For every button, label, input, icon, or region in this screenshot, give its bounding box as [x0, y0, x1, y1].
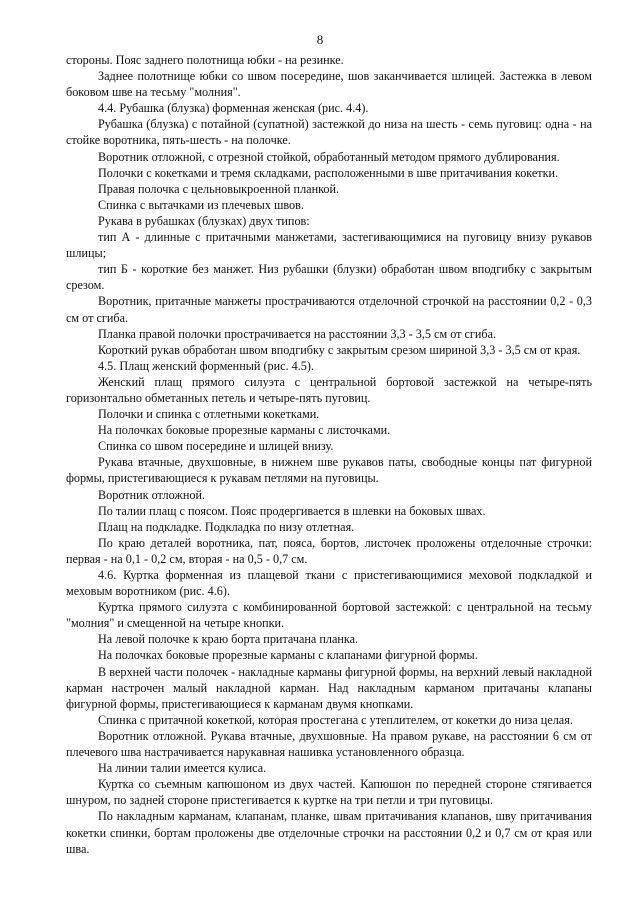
paragraph: Воротник, притачные манжеты прострачиваются отделочной строчкой на расстоянии 0,2 - 0,3 см от сгиба. [66, 294, 592, 325]
paragraph: Спинка с притачной кокеткой, которая простегана с утеплителем, от кокетки до низа целая. [98, 712, 573, 727]
paragraph: 4.4. Рубашка (блузка) форменная женская (рис. 4.4). [98, 101, 369, 116]
paragraph: Куртка со съемным капюшоном из двух частей. Капюшон по передней стороне стягивается шнуром, по задней стороне пристегивается к куртке на три петли и три пуговицы. [66, 777, 592, 808]
paragraph: Планка правой полочки прострачивается на расстоянии 3,3 - 3,5 см от сгиба. [98, 326, 497, 341]
paragraph: Рукава втачные, двухшовные, в нижнем шве рукавов паты, свободные концы пат фигурной формы, пристегивающиеся к рукавам петлями на пуговицы. [66, 455, 592, 486]
paragraph: В верхней части полочек - накладные карманы фигурной формы, на верхний левый накладной карман настрочен малый накладной карман. Над накладным карманом притачаны клапаны фигурной формы, пристегивающиеся к карманам двумя кнопками. [66, 664, 592, 711]
paragraph: По талии плащ с поясом. Пояс продергивается в шлевки на боковых швах. [98, 503, 486, 518]
paragraph: Полочки и спинка с отлетными кокетками. [98, 407, 320, 422]
paragraph: На полочках боковые прорезные карманы с листочками. [98, 423, 391, 438]
paragraph: стороны. Пояс заднего полотнища юбки - на резинке. [66, 53, 344, 67]
paragraph: Женский плащ прямого силуэта с центральной бортовой застежкой на четыре-пять горизонтально обметанных петель и четыре-пять пуговиц. [66, 374, 592, 405]
paragraph: тип А - длинные с притачными манжетами, застегивающимися на пуговицу внизу рукавов шлицы; [66, 230, 592, 261]
paragraph: Плащ на подкладке. Подкладка по низу отлетная. [98, 519, 355, 534]
paragraph: 4.6. Куртка форменная из плащевой ткани с пристегивающимися меховой подкладкой и меховым воротником (рис. 4.6). [66, 568, 592, 599]
paragraph: Рукава в рубашках (блузках) двух типов: [98, 213, 310, 228]
paragraph: 4.5. Плащ женский форменный (рис. 4.5). [98, 358, 315, 373]
paragraph: Спинка со швом посередине и шлицей внизу. [98, 439, 334, 454]
document-body [66, 52, 592, 857]
page-number: 8 [316, 32, 324, 47]
paragraph: Полочки с кокетками и тремя складками, расположенными в шве притачивания кокетки. [98, 165, 559, 180]
paragraph: Рубашка (блузка) с потайной (супатной) застежкой до низа на шесть - семь пуговиц: одна - на стойке воротника, пять-шесть - на полочке. [66, 117, 592, 148]
paragraph: Короткий рукав обработан швом вподгибку с закрытым срезом шириной 3,3 - 3,5 см от края. [98, 342, 581, 357]
paragraph: На полочках боковые прорезные карманы с клапанами фигурной формы. [98, 648, 478, 663]
paragraph: Воротник отложной, с отрезной стойкой, обработанный методом прямого дублирования. [98, 149, 560, 164]
paragraph: тип Б - короткие без манжет. Низ рубашки (блузки) обработан швом вподгибку с закрытым срезом. [66, 262, 592, 293]
paragraph: Воротник отложной. [98, 487, 206, 502]
paragraph: Спинка с вытачками из плечевых швов. [98, 197, 304, 212]
paragraph: На линии талии имеется кулиса. [98, 761, 267, 776]
paragraph: Заднее полотнище юбки со швом посередине, шов заканчивается шлицей. Застежка в левом боковом шве на тесьму "молния". [66, 69, 592, 100]
paragraph: Правая полочка с цельновыкроенной планкой. [98, 181, 340, 196]
paragraph: Воротник отложной. Рукава втачные, двухшовные. На правом рукаве, на расстоянии 6 см от плечевого шва настрачивается нарукавная нашивка установленного образца. [66, 728, 592, 760]
paragraph: На левой полочке к краю борта притачана планка. [98, 632, 359, 647]
paragraph: По накладным карманам, клапанам, планке, швам притачивания клапанов, шву притачивания кокетки спинки, бортам проложены две отделочные строчки на расстоянии 0,2 и 0,7 см от края или шва. [66, 809, 592, 856]
paragraph: По краю деталей воротника, пат, пояса, бортов, листочек проложены отделочные строчки: первая - на 0,1 - 0,2 см, вторая - на 0,5 - 0,7 см. [66, 535, 592, 566]
paragraph: Куртка прямого силуэта с комбинированной бортовой застежкой: с центральной на тесьму "молния" и смещенной на четыре кнопки. [66, 600, 592, 631]
